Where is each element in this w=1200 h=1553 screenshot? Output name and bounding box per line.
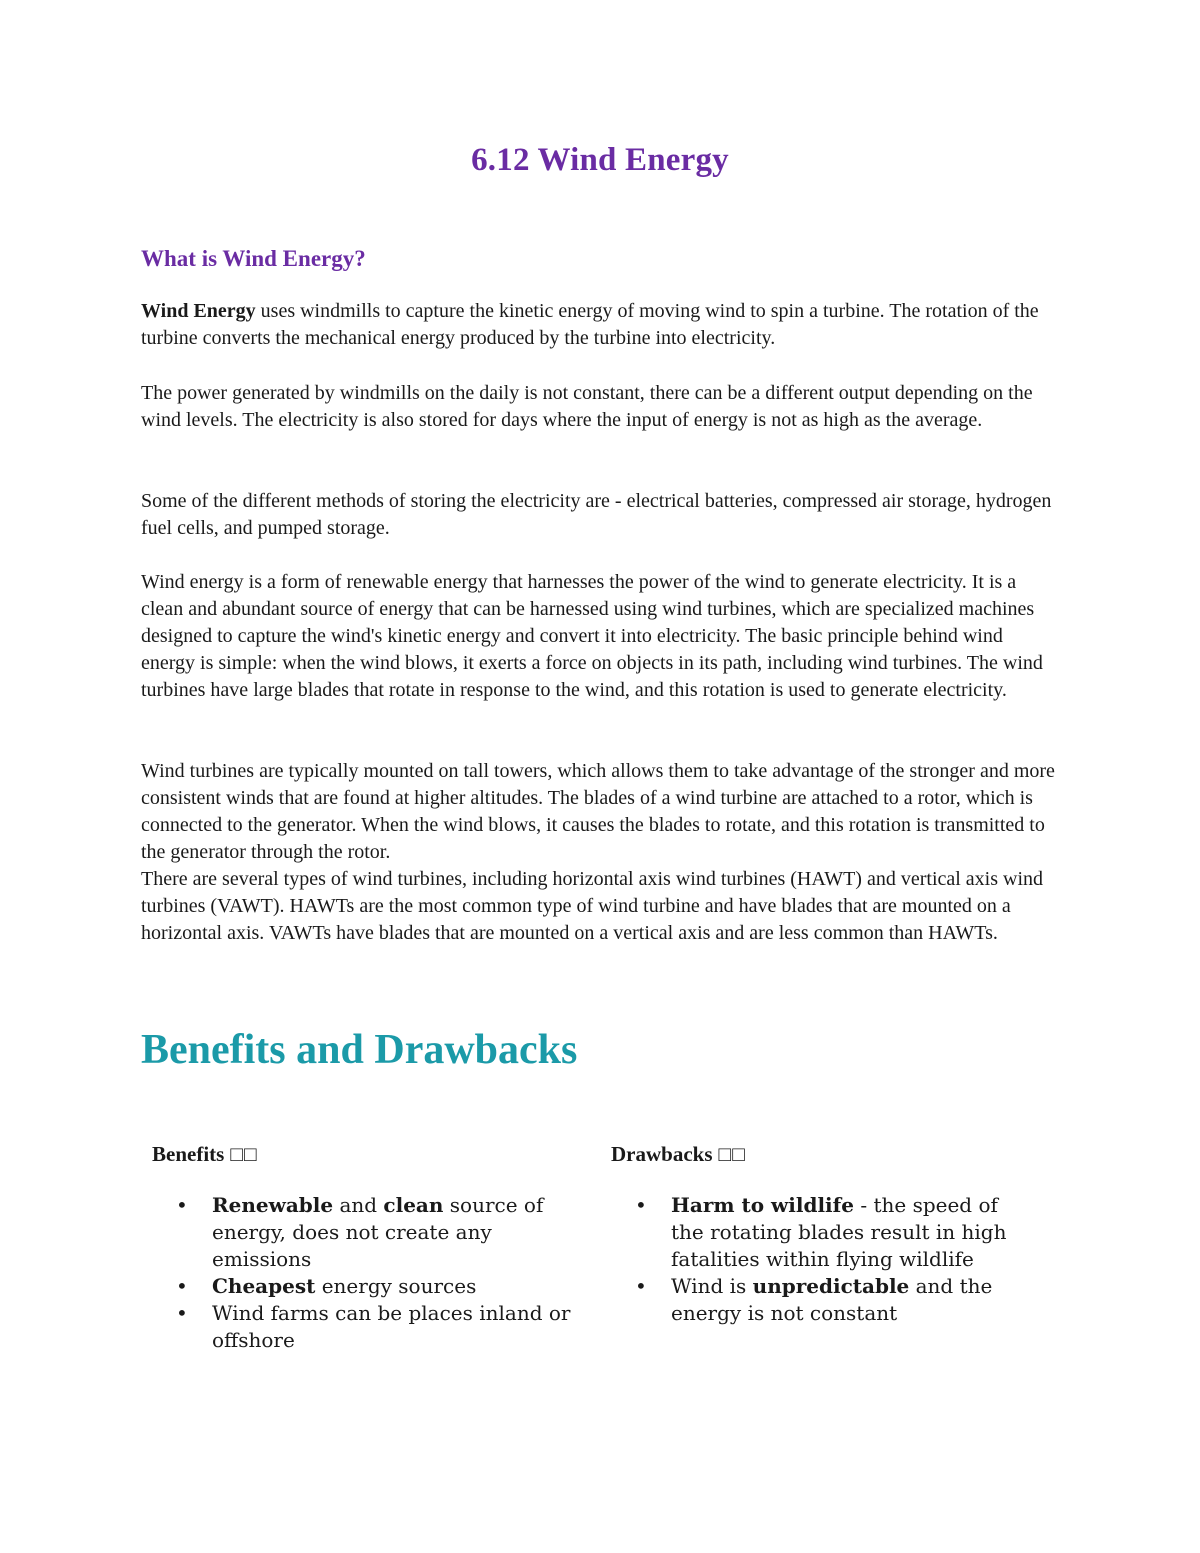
benefits-list <box>152 1192 571 1354</box>
item-bold: clean <box>383 1193 444 1217</box>
item-bold: Cheapest <box>212 1274 316 1298</box>
paragraph-intro-text: uses windmills to capture the kinetic energy of moving wind to spin a turbine. The rotation of the turbine converts the mechanical energy produced by the turbine into electricity. <box>141 300 1039 349</box>
bullet-icon: • <box>635 1274 647 1298</box>
item-bold: Renewable <box>212 1193 334 1217</box>
benefits-drawbacks-heading: Benefits and Drawbacks <box>141 1027 578 1073</box>
drawbacks-column <box>611 1140 1021 1327</box>
item-text: - the speed of the rotating blades result in high fatalities within flying wildlife <box>671 1193 1007 1271</box>
list-item <box>152 1300 572 1354</box>
drawbacks-emoji-icon: □□ <box>718 1142 746 1166</box>
item-text: and <box>333 1193 384 1217</box>
list-item <box>611 1273 1031 1327</box>
item-text: Wind is <box>671 1274 753 1298</box>
paragraph-types-text: There are several types of wind turbines, including horizontal axis wind turbines (HAWT) and vertical axis wind turbines (VAWT). HAWTs are the most common type of wind turbine and have blades that are mounted on a horizontal axis. VAWTs have blades that are mounted on a vertical axis and are less common than HAWTs. <box>141 868 1044 944</box>
item-bold: unpredictable <box>752 1274 910 1298</box>
drawbacks-title-text: Drawbacks <box>611 1142 713 1166</box>
bullet-icon: • <box>176 1301 188 1325</box>
paragraph-storage: Some of the different methods of storing the electricity are - electrical batteries, compressed air storage, hydrogen fuel cells, and pumped storage. <box>141 490 1052 539</box>
bullet-icon: • <box>176 1193 188 1217</box>
item-text: energy sources <box>315 1274 477 1298</box>
drawbacks-title <box>611 1140 1021 1168</box>
paragraph-intro-bold: Wind Energy <box>141 300 256 322</box>
paragraph-intro <box>141 298 1056 352</box>
section-heading: What is Wind Energy? <box>141 246 366 271</box>
benefits-title <box>152 1140 562 1168</box>
drawbacks-list <box>611 1192 1021 1327</box>
list-item <box>152 1273 572 1300</box>
benefits-emoji-icon: □□ <box>230 1142 258 1166</box>
item-text: Wind farms can be places inland or offshore <box>212 1301 571 1352</box>
paragraph-renewable: Wind energy is a form of renewable energy that harnesses the power of the wind to generate electricity. It is a clean and abundant source of energy that can be harnessed using wind turbines, which are specialized machines designed to capture the wind's kinetic energy and convert it into electricity. The basic principle behind wind energy is simple: when the wind blows, it exerts a force on objects in its path, including wind turbines. The wind turbines have large blades that rotate in response to the wind, and this rotation is used to generate electricity. <box>141 571 1043 701</box>
paragraph-output: The power generated by windmills on the daily is not constant, there can be a different output depending on the wind levels. The electricity is also stored for days where the input of energy is not as high as the average. <box>141 382 1033 431</box>
benefits-column <box>152 1140 571 1354</box>
item-text: and the energy is not constant <box>671 1274 993 1325</box>
document-title: 6.12 Wind Energy <box>471 142 729 178</box>
paragraph-towers-text: Wind turbines are typically mounted on tall towers, which allows them to take advantage of the stronger and more consistent winds that are found at higher altitudes. The blades of a wind turbine are attached to a rotor, which is connected to the generator. When the wind blows, it causes the blades to rotate, and this rotation is transmitted to the generator through the rotor. <box>141 760 1055 863</box>
item-text: source of energy, does not create any emissions <box>212 1193 544 1271</box>
paragraph-towers <box>141 758 1056 947</box>
item-bold: Harm to wildlife <box>671 1193 854 1217</box>
bullet-icon: • <box>635 1193 647 1217</box>
bullet-icon: • <box>176 1274 188 1298</box>
list-item <box>611 1192 1031 1273</box>
benefits-title-text: Benefits <box>152 1142 225 1166</box>
list-item <box>152 1192 572 1273</box>
